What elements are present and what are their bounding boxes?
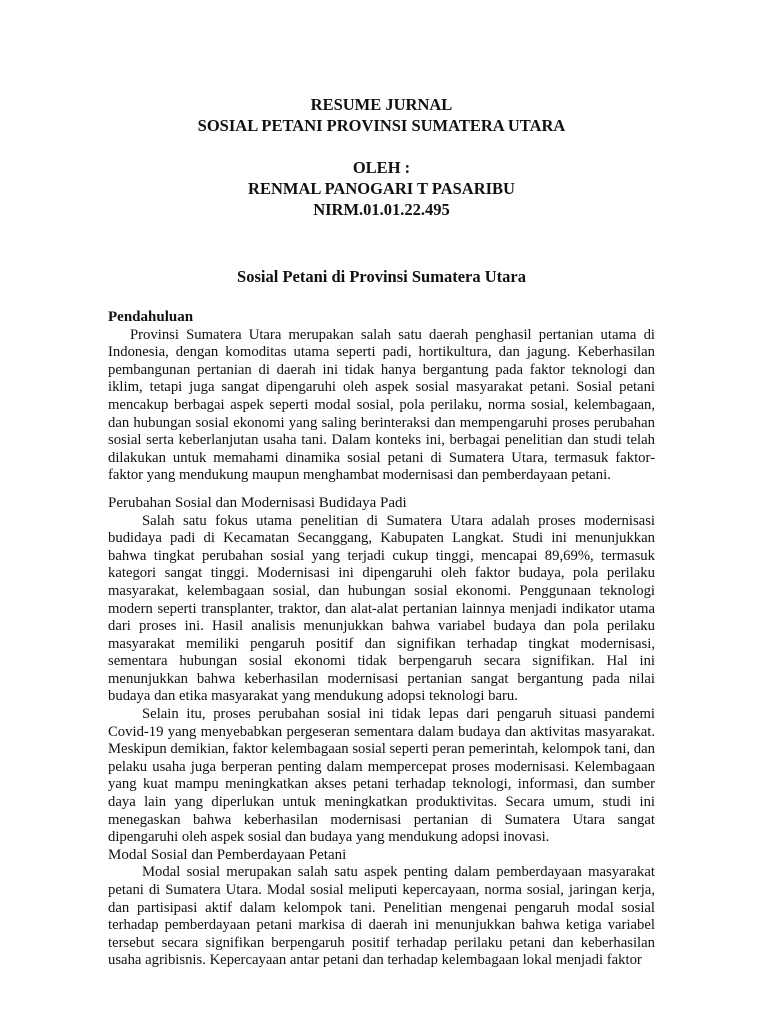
section-heading-intro: Pendahuluan bbox=[108, 309, 194, 325]
paragraph-intro: Provinsi Sumatera Utara merupakan salah satu daerah penghasil pertanian utama di Indonesia, dengan komoditas utama seperti padi, hortikultura, dan jagung. Keberhasilan pembangunan pertanian di daerah ini tidak hanya bergantung pada faktor teknologi dan iklim, tetapi juga sangat dipengaruhi oleh aspek sosial masyarakat petani. Sosial petani mencakup berbagai aspek seperti modal sosial, pola perilaku, norma sosial, kelembagaan, dan hubungan sosial ekonomi yang saling berinteraksi dan mempengaruhi proses perubahan sosial serta keberlanjutan usaha tani. Dalam konteks ini, berbagai penelitian dan studi telah dilakukan untuk memahami dinamika sosial petani di Sumatera Utara, termasuk faktor-faktor yang mendukung maupun menghambat modernisasi dan pemberdayaan petani. bbox=[108, 326, 655, 484]
paragraph-capital-1: Modal sosial merupakan salah satu aspek penting dalam pemberdayaan masyarakat petani di Sumatera Utara. Modal sosial meliputi kepercayaan, norma sosial, jaringan kerja, dan partisipasi aktif dalam kelompok tani. Penelitian mengenai pengaruh modal sosial terhadap pemberdayaan petani markisa di daerah ini menunjukkan bahwa ketiga variabel tersebut secara signifikan berpengaruh positif terhadap perilaku petani dan keberhasilan usaha agribisnis. Kepercayaan antar petani dan terhadap kelembagaan lokal menjadi faktor bbox=[108, 864, 655, 969]
by-label: OLEH : bbox=[352, 158, 411, 177]
section-heading-change: Perubahan Sosial dan Modernisasi Budidaya Padi bbox=[108, 494, 407, 511]
author-nirm: NIRM.01.01.22.495 bbox=[313, 200, 450, 219]
document-subtitle: Sosial Petani di Provinsi Sumatera Utara bbox=[237, 267, 526, 286]
document-title: RESUME JURNAL bbox=[310, 95, 453, 114]
paragraph-change-2: Selain itu, proses perubahan sosial ini tidak lepas dari pengaruh situasi pandemi Covid-19 yang menyebabkan pergeseran sementara dalam budaya dan aktivitas masyarakat. Meskipun demikian, faktor kelembagaan sosial seperti peran pemerintah, kelompok tani, dan pelaku usaha juga berperan penting dalam mempercepat proses modernisasi. Kelembagaan yang kuat mampu meningkatkan akses petani terhadap teknologi, informasi, dan sumber daya lain yang diperlukan untuk meningkatkan produktivitas. Secara umum, studi ini menegaskan bahwa keberhasilan modernisasi pertanian di Sumatera Utara sangat dipengaruhi oleh aspek sosial dan budaya yang mendukung adopsi inovasi. bbox=[108, 706, 655, 846]
section-heading-capital: Modal Sosial dan Pemberdayaan Petani bbox=[108, 846, 347, 863]
title-block bbox=[108, 94, 655, 220]
document-title-topic: SOSIAL PETANI PROVINSI SUMATERA UTARA bbox=[197, 116, 566, 135]
paragraph-change-1: Salah satu fokus utama penelitian di Sumatera Utara adalah proses modernisasi budidaya padi di Kecamatan Secanggang, Kabupaten Langkat. Studi ini menunjukkan bahwa tingkat perubahan sosial yang terjadi cukup tinggi, mencapai 89,69%, termasuk kategori sangat tinggi. Modernisasi ini dipengaruhi oleh faktor budaya, pola perilaku masyarakat, kelembagaan sosial, dan hubungan sosial ekonomi. Penggunaan teknologi modern seperti transplanter, traktor, dan alat-alat pertanian lainnya menjadi indikator utama dari proses ini. Hasil analisis menunjukkan bahwa variabel budaya dan pola perilaku masyarakat memiliki pengaruh positif dan signifikan terhadap tingkat modernisasi, sementara hubungan sosial ekonomi tidak berpengaruh secara signifikan. Hal ini menunjukkan bahwa keberhasilan modernisasi pertanian sangat bergantung pada nilai budaya dan etika masyarakat yang mendukung adopsi teknologi baru. bbox=[108, 512, 655, 705]
author-name: RENMAL PANOGARI T PASARIBU bbox=[248, 179, 515, 198]
